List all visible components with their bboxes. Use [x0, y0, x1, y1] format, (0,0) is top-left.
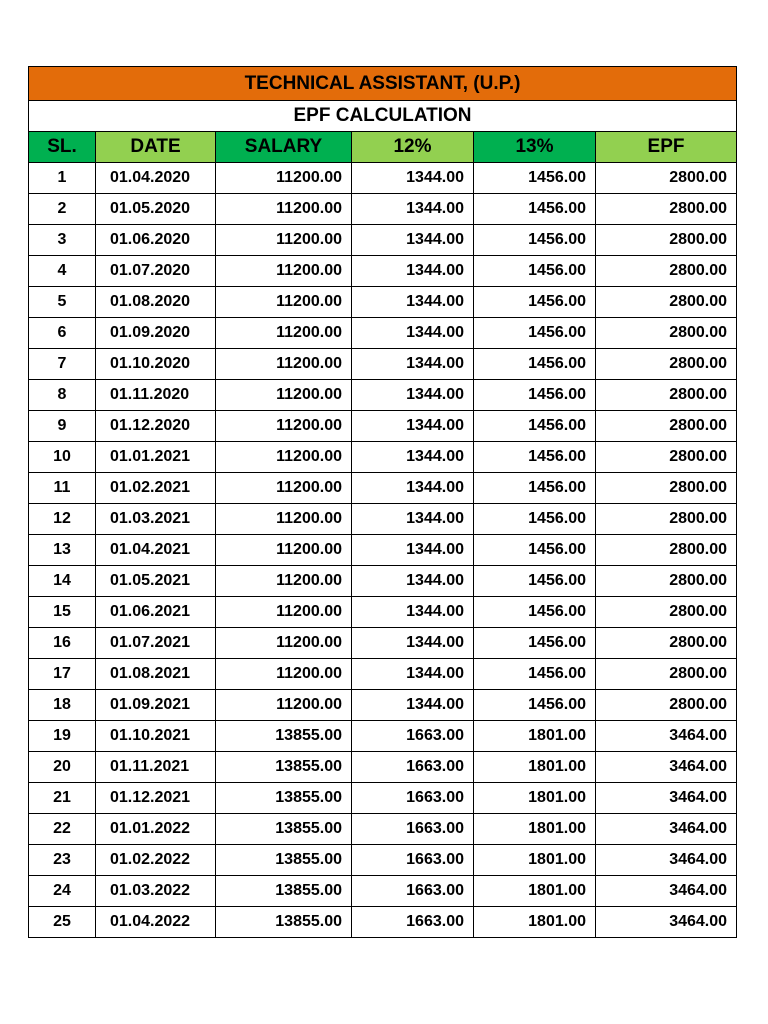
date-cell: 01.11.2020: [96, 380, 216, 411]
column-header-epf: EPF: [596, 132, 737, 163]
salary-cell: 11200.00: [216, 411, 352, 442]
salary-cell: 11200.00: [216, 349, 352, 380]
thirteen-percent-cell: 1456.00: [474, 628, 596, 659]
salary-cell: 11200.00: [216, 194, 352, 225]
salary-cell: 11200.00: [216, 473, 352, 504]
date-cell: 01.04.2020: [96, 163, 216, 194]
sl-cell: 21: [29, 783, 96, 814]
salary-cell: 13855.00: [216, 752, 352, 783]
thirteen-percent-cell: 1456.00: [474, 411, 596, 442]
twelve-percent-cell: 1663.00: [352, 752, 474, 783]
salary-cell: 13855.00: [216, 814, 352, 845]
epf-cell: 2800.00: [596, 504, 737, 535]
sl-cell: 7: [29, 349, 96, 380]
date-cell: 01.09.2021: [96, 690, 216, 721]
twelve-percent-cell: 1344.00: [352, 163, 474, 194]
table-row: [29, 845, 737, 876]
salary-cell: 11200.00: [216, 256, 352, 287]
thirteen-percent-cell: 1456.00: [474, 504, 596, 535]
table-row: [29, 597, 737, 628]
epf-cell: 2800.00: [596, 690, 737, 721]
date-cell: 01.05.2021: [96, 566, 216, 597]
table-row: [29, 814, 737, 845]
epf-cell: 2800.00: [596, 194, 737, 225]
thirteen-percent-cell: 1456.00: [474, 225, 596, 256]
epf-cell: 2800.00: [596, 256, 737, 287]
thirteen-percent-cell: 1456.00: [474, 380, 596, 411]
thirteen-percent-cell: 1801.00: [474, 783, 596, 814]
thirteen-percent-cell: 1801.00: [474, 845, 596, 876]
sl-cell: 9: [29, 411, 96, 442]
twelve-percent-cell: 1344.00: [352, 535, 474, 566]
salary-cell: 13855.00: [216, 876, 352, 907]
thirteen-percent-cell: 1456.00: [474, 256, 596, 287]
sl-cell: 5: [29, 287, 96, 318]
epf-cell: 2800.00: [596, 318, 737, 349]
epf-cell: 3464.00: [596, 845, 737, 876]
epf-cell: 3464.00: [596, 783, 737, 814]
date-cell: 01.12.2021: [96, 783, 216, 814]
epf-cell: 2800.00: [596, 225, 737, 256]
salary-cell: 13855.00: [216, 907, 352, 938]
table-row: [29, 628, 737, 659]
salary-cell: 13855.00: [216, 783, 352, 814]
thirteen-percent-cell: 1456.00: [474, 535, 596, 566]
table-row: [29, 721, 737, 752]
table-row: [29, 380, 737, 411]
sl-cell: 15: [29, 597, 96, 628]
twelve-percent-cell: 1344.00: [352, 566, 474, 597]
salary-cell: 11200.00: [216, 163, 352, 194]
sl-cell: 14: [29, 566, 96, 597]
sl-cell: 6: [29, 318, 96, 349]
sl-cell: 22: [29, 814, 96, 845]
title-row: [29, 67, 737, 101]
twelve-percent-cell: 1344.00: [352, 659, 474, 690]
twelve-percent-cell: 1344.00: [352, 690, 474, 721]
sl-cell: 18: [29, 690, 96, 721]
sheet-title: TECHNICAL ASSISTANT, (U.P.): [29, 67, 737, 101]
table-row: [29, 659, 737, 690]
sl-cell: 20: [29, 752, 96, 783]
table-row: [29, 690, 737, 721]
twelve-percent-cell: 1663.00: [352, 876, 474, 907]
table-row: [29, 566, 737, 597]
epf-cell: 2800.00: [596, 659, 737, 690]
twelve-percent-cell: 1344.00: [352, 318, 474, 349]
salary-cell: 11200.00: [216, 628, 352, 659]
epf-cell: 2800.00: [596, 628, 737, 659]
sl-cell: 13: [29, 535, 96, 566]
table-row: [29, 535, 737, 566]
twelve-percent-cell: 1344.00: [352, 442, 474, 473]
sl-cell: 23: [29, 845, 96, 876]
salary-cell: 11200.00: [216, 659, 352, 690]
thirteen-percent-cell: 1456.00: [474, 318, 596, 349]
epf-cell: 2800.00: [596, 566, 737, 597]
date-cell: 01.10.2021: [96, 721, 216, 752]
column-header-13-percent: 13%: [474, 132, 596, 163]
date-cell: 01.06.2021: [96, 597, 216, 628]
table-row: [29, 287, 737, 318]
twelve-percent-cell: 1344.00: [352, 411, 474, 442]
date-cell: 01.03.2021: [96, 504, 216, 535]
table-row: [29, 504, 737, 535]
date-cell: 01.12.2020: [96, 411, 216, 442]
thirteen-percent-cell: 1456.00: [474, 349, 596, 380]
twelve-percent-cell: 1344.00: [352, 380, 474, 411]
table-row: [29, 411, 737, 442]
epf-cell: 3464.00: [596, 721, 737, 752]
epf-cell: 3464.00: [596, 814, 737, 845]
table-row: [29, 225, 737, 256]
sl-cell: 3: [29, 225, 96, 256]
date-cell: 01.05.2020: [96, 194, 216, 225]
thirteen-percent-cell: 1801.00: [474, 814, 596, 845]
sl-cell: 19: [29, 721, 96, 752]
epf-cell: 2800.00: [596, 163, 737, 194]
epf-cell: 2800.00: [596, 411, 737, 442]
salary-cell: 11200.00: [216, 535, 352, 566]
twelve-percent-cell: 1663.00: [352, 845, 474, 876]
twelve-percent-cell: 1344.00: [352, 225, 474, 256]
twelve-percent-cell: 1344.00: [352, 628, 474, 659]
column-header-row: [29, 132, 737, 163]
salary-cell: 11200.00: [216, 442, 352, 473]
date-cell: 01.07.2021: [96, 628, 216, 659]
date-cell: 01.08.2020: [96, 287, 216, 318]
twelve-percent-cell: 1344.00: [352, 349, 474, 380]
table-row: [29, 752, 737, 783]
thirteen-percent-cell: 1456.00: [474, 690, 596, 721]
table-row: [29, 163, 737, 194]
table-row: [29, 349, 737, 380]
date-cell: 01.09.2020: [96, 318, 216, 349]
date-cell: 01.02.2022: [96, 845, 216, 876]
twelve-percent-cell: 1344.00: [352, 287, 474, 318]
epf-cell: 2800.00: [596, 287, 737, 318]
thirteen-percent-cell: 1801.00: [474, 907, 596, 938]
table-row: [29, 318, 737, 349]
thirteen-percent-cell: 1456.00: [474, 163, 596, 194]
salary-cell: 11200.00: [216, 566, 352, 597]
salary-cell: 11200.00: [216, 225, 352, 256]
sl-cell: 8: [29, 380, 96, 411]
twelve-percent-cell: 1663.00: [352, 783, 474, 814]
column-header-salary: SALARY: [216, 132, 352, 163]
date-cell: 01.07.2020: [96, 256, 216, 287]
twelve-percent-cell: 1344.00: [352, 473, 474, 504]
date-cell: 01.10.2020: [96, 349, 216, 380]
thirteen-percent-cell: 1801.00: [474, 721, 596, 752]
epf-cell: 2800.00: [596, 473, 737, 504]
date-cell: 01.11.2021: [96, 752, 216, 783]
thirteen-percent-cell: 1456.00: [474, 659, 596, 690]
sl-cell: 11: [29, 473, 96, 504]
column-header-sl: SL.: [29, 132, 96, 163]
twelve-percent-cell: 1663.00: [352, 721, 474, 752]
date-cell: 01.03.2022: [96, 876, 216, 907]
salary-cell: 11200.00: [216, 690, 352, 721]
epf-cell: 2800.00: [596, 535, 737, 566]
salary-cell: 11200.00: [216, 287, 352, 318]
salary-cell: 11200.00: [216, 318, 352, 349]
sheet-subtitle: EPF CALCULATION: [29, 101, 737, 132]
epf-cell: 2800.00: [596, 380, 737, 411]
sl-cell: 4: [29, 256, 96, 287]
thirteen-percent-cell: 1456.00: [474, 566, 596, 597]
salary-cell: 11200.00: [216, 597, 352, 628]
thirteen-percent-cell: 1456.00: [474, 442, 596, 473]
epf-cell: 2800.00: [596, 349, 737, 380]
twelve-percent-cell: 1344.00: [352, 256, 474, 287]
date-cell: 01.06.2020: [96, 225, 216, 256]
sl-cell: 2: [29, 194, 96, 225]
date-cell: 01.08.2021: [96, 659, 216, 690]
thirteen-percent-cell: 1456.00: [474, 287, 596, 318]
column-header-12-percent: 12%: [352, 132, 474, 163]
table-row: [29, 194, 737, 225]
column-header-date: DATE: [96, 132, 216, 163]
thirteen-percent-cell: 1801.00: [474, 752, 596, 783]
sl-cell: 17: [29, 659, 96, 690]
sl-cell: 16: [29, 628, 96, 659]
date-cell: 01.01.2021: [96, 442, 216, 473]
thirteen-percent-cell: 1456.00: [474, 597, 596, 628]
twelve-percent-cell: 1663.00: [352, 907, 474, 938]
sl-cell: 24: [29, 876, 96, 907]
sl-cell: 10: [29, 442, 96, 473]
table-row: [29, 442, 737, 473]
table-row: [29, 876, 737, 907]
twelve-percent-cell: 1344.00: [352, 597, 474, 628]
salary-cell: 11200.00: [216, 504, 352, 535]
epf-cell: 2800.00: [596, 597, 737, 628]
table-row: [29, 256, 737, 287]
thirteen-percent-cell: 1456.00: [474, 194, 596, 225]
epf-sheet: [28, 66, 736, 938]
table-row: [29, 783, 737, 814]
salary-cell: 13855.00: [216, 845, 352, 876]
subtitle-row: [29, 101, 737, 132]
thirteen-percent-cell: 1801.00: [474, 876, 596, 907]
epf-table: [28, 66, 737, 938]
twelve-percent-cell: 1344.00: [352, 504, 474, 535]
sl-cell: 25: [29, 907, 96, 938]
table-row: [29, 907, 737, 938]
epf-cell: 3464.00: [596, 752, 737, 783]
date-cell: 01.04.2022: [96, 907, 216, 938]
table-body: [29, 163, 737, 938]
epf-cell: 2800.00: [596, 442, 737, 473]
date-cell: 01.02.2021: [96, 473, 216, 504]
salary-cell: 11200.00: [216, 380, 352, 411]
sl-cell: 12: [29, 504, 96, 535]
table-row: [29, 473, 737, 504]
epf-cell: 3464.00: [596, 876, 737, 907]
twelve-percent-cell: 1663.00: [352, 814, 474, 845]
date-cell: 01.01.2022: [96, 814, 216, 845]
epf-cell: 3464.00: [596, 907, 737, 938]
sl-cell: 1: [29, 163, 96, 194]
thirteen-percent-cell: 1456.00: [474, 473, 596, 504]
salary-cell: 13855.00: [216, 721, 352, 752]
date-cell: 01.04.2021: [96, 535, 216, 566]
twelve-percent-cell: 1344.00: [352, 194, 474, 225]
